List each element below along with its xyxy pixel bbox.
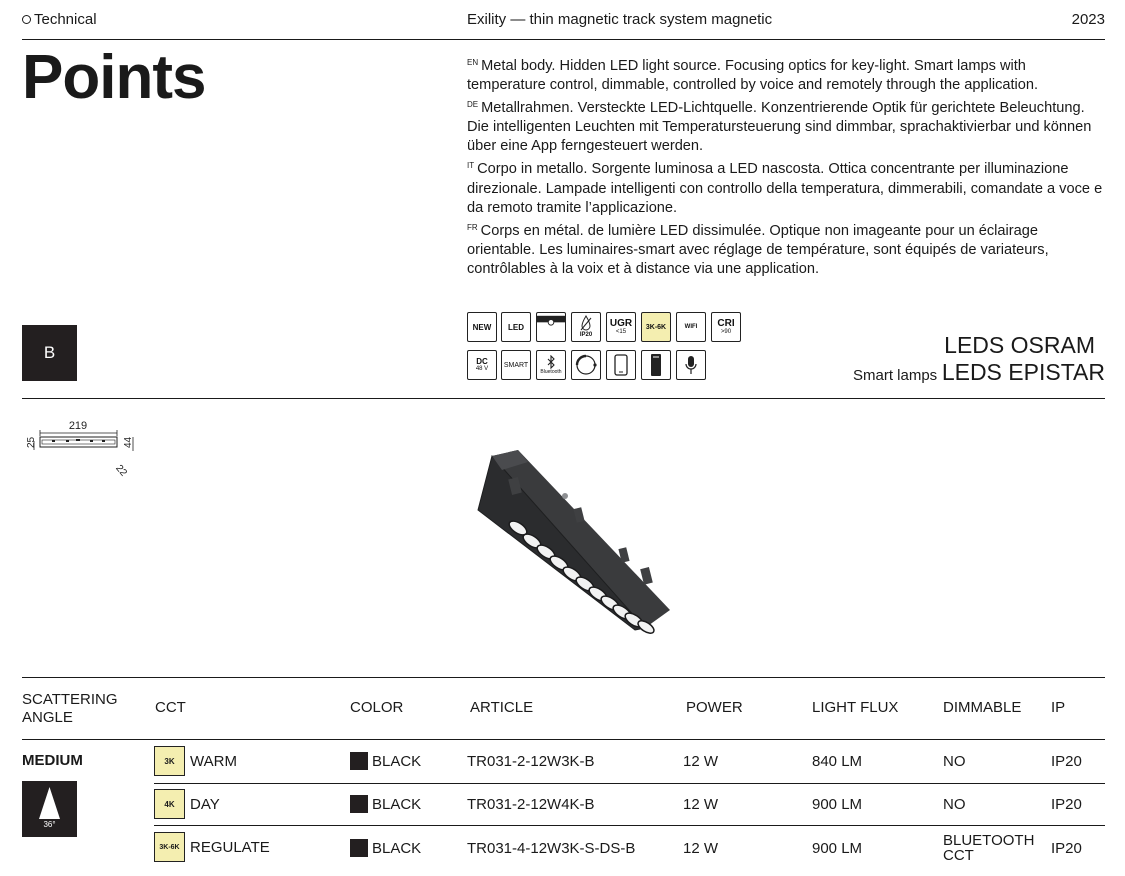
cell-power: 12 W [683,753,719,770]
track-mount-icon [536,312,566,342]
led-icon-label: LED [508,322,524,332]
dimmer-icon [571,350,601,380]
page-title: Points [22,43,206,112]
circle-icon [22,15,31,24]
bluetooth-icon-label: Bluetooth [540,368,562,375]
smart-icon-label: SMART [503,361,529,369]
cell-color: BLACK [372,840,422,857]
description-en [467,53,1107,95]
cri-icon [711,312,741,342]
ip-icon-label: IP20 [579,332,593,338]
description-de [467,95,1107,156]
cct-icon-label: 3K-6K [645,323,667,331]
new-icon [467,312,497,342]
ugr-icon-sub: <15 [615,329,627,335]
dim-height-left: 25 [26,436,37,448]
top-divider [22,39,1105,40]
cell-dimmable: NO [943,796,966,813]
description-fr-text: Corps en métal. de lumière LED dissimulée. Optique non imageante pour un éclairage orientable. Les luminaires-smart avec réglage de température, sont équipés de variateurs, contrôlables à la voix et à distance via une application. [467,222,1049,277]
angle-group-label: MEDIUM [22,752,83,769]
cell-color: BLACK [372,753,422,770]
cell-dimmable: BLUETOOTH CCT [943,832,1035,864]
dim-height-right: 44 [123,436,134,448]
color-swatch [350,752,368,770]
microphone-icon [676,350,706,380]
lang-tag-fr: FR [467,222,478,232]
cct-range-icon [641,312,671,342]
header-dimmable: DIMMABLE [943,699,1022,716]
header-color: COLOR [350,699,404,716]
product-image [470,448,680,638]
cell-article: TR031-2-12W3K-B [467,753,595,770]
dc-icon-label: DC [476,357,488,366]
new-icon-label: NEW [472,322,492,332]
row-divider [154,825,1105,826]
cri-icon-sub: >90 [720,329,732,335]
section-label [22,11,97,28]
cct-chip: 3K-6K [154,832,185,862]
cell-dimmable: NO [943,753,966,770]
color-swatch [350,839,368,857]
led-icon [501,312,531,342]
beam-angle-value: 36° [43,820,56,829]
header-article: ARTICLE [470,699,534,716]
table-header-divider [22,739,1105,740]
cell-cct: DAY [190,796,220,813]
dim-length: 219 [68,420,88,432]
dc-icon-sub: 48 V [475,366,489,372]
smartphone-icon [606,350,636,380]
color-swatch [350,795,368,813]
description-it [467,156,1107,217]
cct-chip: 4K [154,789,185,819]
cell-ip: IP20 [1051,840,1082,857]
smart-speaker-icon [641,350,671,380]
cell-power: 12 W [683,840,719,857]
smart-lamps-label: Smart lamps [853,367,938,384]
cct-chip: 3K [154,746,185,776]
lang-tag-en: EN [467,58,479,67]
mid-divider [22,398,1105,399]
lang-tag-de: DE [467,100,479,110]
drop-icon [578,315,594,332]
description-it-text: Corpo in metallo. Sorgente luminosa a LED nascosta. Ottica concentrante per illuminazione direzionale. Lampade intelligenti con controllo della temperatura, dimmerabili, comandate a voce e da remoto tramite l’applicazione. [467,161,1103,216]
light-source-smart: LEDS EPISTAR [941,359,1105,385]
cell-article: TR031-4-12W3K-S-DS-B [467,840,636,857]
header-power: POWER [686,699,743,716]
description-en-text: Metal body. Hidden LED light source. Focusing optics for key-light. Smart lamps with temperature control, dimmable, controlled by voice and remotely through the application. [467,58,1039,94]
cell-cct: WARM [190,753,237,770]
header-light-flux: LIGHT FLUX [812,699,899,716]
ugr-icon [606,312,636,342]
bluetooth-icon [536,350,566,380]
cell-ip: IP20 [1051,796,1082,813]
cell-power: 12 W [683,796,719,813]
beam-angle-icon [22,781,77,837]
cell-light-flux: 900 LM [812,840,863,857]
table-top-divider [22,677,1105,678]
smart-icon [501,350,531,380]
cell-light-flux: 900 LM [812,796,863,813]
wifi-icon-label: WIFI [684,323,698,330]
section-text: Technical [34,11,97,28]
bluetooth-glyph [545,355,557,369]
collection-label: Exility — thin magnetic track system magnetic [467,11,773,28]
dimension-drawing [18,415,143,485]
dc-voltage-icon [467,350,497,380]
header-scattering-angle: SCATTERING ANGLE [22,691,118,726]
lang-tag-it: IT [467,161,475,171]
cell-light-flux: 840 LM [812,753,863,770]
ip-rating-icon [571,312,601,342]
ugr-icon-label: UGR [609,318,633,329]
header-ip: IP [1051,699,1066,716]
year-label: 2023 [1071,11,1105,28]
description-de-text: Metallrahmen. Versteckte LED-Lichtquelle. Konzentrierende Optik für gerichtete Beleuchtung. Die intelligenten Leuchten mit Temperatursteuerung sind dimmbar, sprachaktivierbar und können über eine App ferngesteuert werden. [467,100,1092,155]
description [467,53,1107,279]
cell-cct: REGULATE [190,839,270,856]
wifi-icon [676,312,706,342]
light-source-primary: LEDS OSRAM [944,332,1095,358]
description-fr [467,218,1107,279]
cell-color: BLACK [372,796,422,813]
header-cct: CCT [155,699,186,716]
dim-depth: 22 [113,462,129,479]
category-badge: B [22,325,77,381]
row-divider [154,783,1105,784]
cell-ip: IP20 [1051,753,1082,770]
cell-article: TR031-2-12W4K-B [467,796,595,813]
cri-icon-label: CRI [717,318,735,329]
